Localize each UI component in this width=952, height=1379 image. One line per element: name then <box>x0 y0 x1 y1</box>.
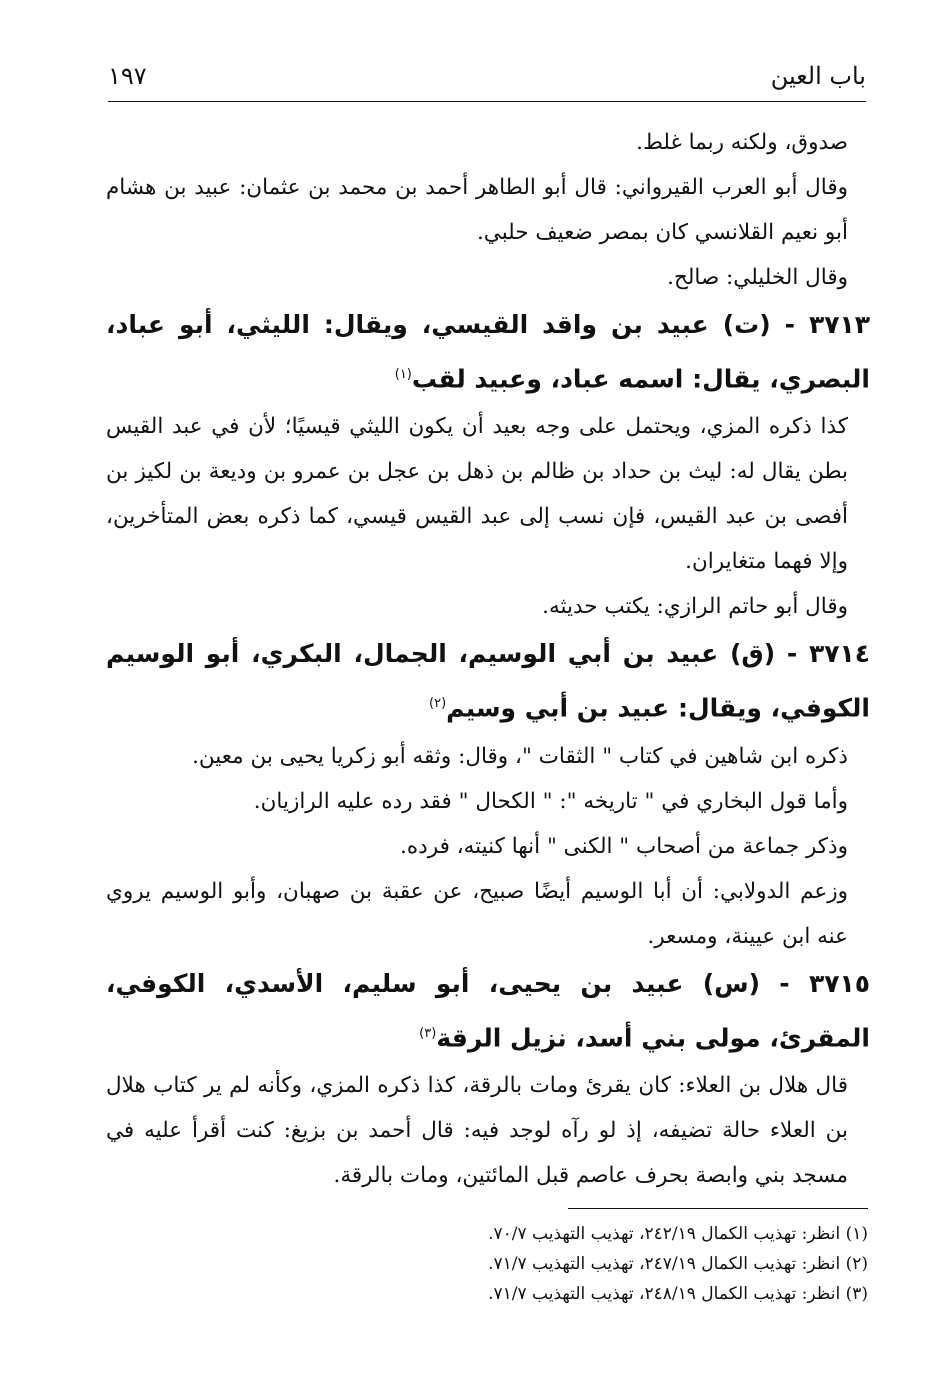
entry-heading-text: ٣٧١٥ - (س) عبيد بن يحيى، أبو سليم، الأسدي، الكوفي، المقرئ، مولى بني أسد، نزيل الرقة <box>106 968 870 1052</box>
footnote-ref: (١) <box>394 367 412 382</box>
footnote-ref: (٢) <box>429 696 447 712</box>
paragraph: صدوق، ولكنه ربما غلط. <box>636 130 848 155</box>
entry-heading-3713 <box>106 300 870 404</box>
paragraph: وأما قول البخاري في " تاريخه ": " الكحال " فقد رده عليه الرازيان. <box>253 788 848 814</box>
footnote: (١) انظر: تهذيب الكمال ٢٤٢/١٩، تهذيب التهذيب ٧٠/٧. <box>488 1224 868 1244</box>
header-rule <box>108 101 866 102</box>
running-header <box>108 62 866 94</box>
footnote-ref: (٣) <box>419 1025 437 1041</box>
paragraph: قال هلال بن العلاء: كان يقرئ ومات بالرقة، كذا ذكره المزي، وكأنه لم ير كتاب هلال بن العلاء حالة تضيفه، إذ لو رآه لوجد فيه: قال أحمد بن بزيغ: كنت أقرأ عليه في مسجد بني وابصة بحرف عاصم قبل المائتين، ومات بالرقة. <box>106 1072 848 1188</box>
entry-heading-3714 <box>106 629 870 733</box>
paragraph: وقال أبو حاتم الرازي: يكتب حديثه. <box>542 594 848 620</box>
paragraph: وذكر جماعة من أصحاب " الكنى " أنها كنيته، فرده. <box>400 833 848 859</box>
entry-heading-3715 <box>106 959 870 1063</box>
entry-heading-text: ٣٧١٤ - (ق) عبيد بن أبي الوسيم، الجمال، البكري، أبو الوسيم الكوفي، ويقال: عبيد بن أبي وسيم <box>106 639 870 723</box>
paragraph: كذا ذكره المزي، ويحتمل على وجه بعيد أن يكون الليثي قيسيًا؛ لأن في عبد القيس بطن يقال له: ليث بن حداد بن ظالم بن ذهل بن عجل بن عمرو بن وديعة بن لكيز بن أفصى بن عبد القيس، فإن نسب إلى عبد القيس قيسي، كما ذكره بعض المتأخرين، وإلا فهما متغايران. <box>106 414 848 575</box>
footnote: (٢) انظر: تهذيب الكمال ٢٤٧/١٩، تهذيب التهذيب ٧١/٧. <box>488 1254 868 1274</box>
footnote: (٣) انظر: تهذيب الكمال ٢٤٨/١٩، تهذيب التهذيب ٧١/٧. <box>488 1284 868 1304</box>
paragraph: وزعم الدولابي: أن أبا الوسيم أيضًا صبيح، عن عقبة بن صهبان، وأبو الوسيم يروي عنه ابن عيينة، ومسعر. <box>106 878 848 949</box>
main-text <box>106 120 870 1198</box>
page-number: ١٩٧ <box>108 62 147 90</box>
paragraph: وقال الخليلي: صالح. <box>667 265 848 290</box>
paragraph: وقال أبو العرب القيرواني: قال أبو الطاهر أحمد بن محمد بن عثمان: عبيد بن هشام أبو نعيم القلانسي كان بمصر ضعيف حلبي. <box>106 175 848 245</box>
entry-heading-text: ٣٧١٣ - (ت) عبيد بن واقد القيسي، ويقال: الليثي، أبو عباد، البصري، يقال: اسمه عباد، وعبيد لقب <box>106 310 870 394</box>
footnotes <box>106 1219 868 1309</box>
footnote-rule <box>568 1208 868 1209</box>
chapter-title: باب العين <box>770 62 866 90</box>
paragraph: ذكره ابن شاهين في كتاب " الثقات "، وقال: وثقه أبو زكريا يحيى بن معين. <box>192 743 848 769</box>
